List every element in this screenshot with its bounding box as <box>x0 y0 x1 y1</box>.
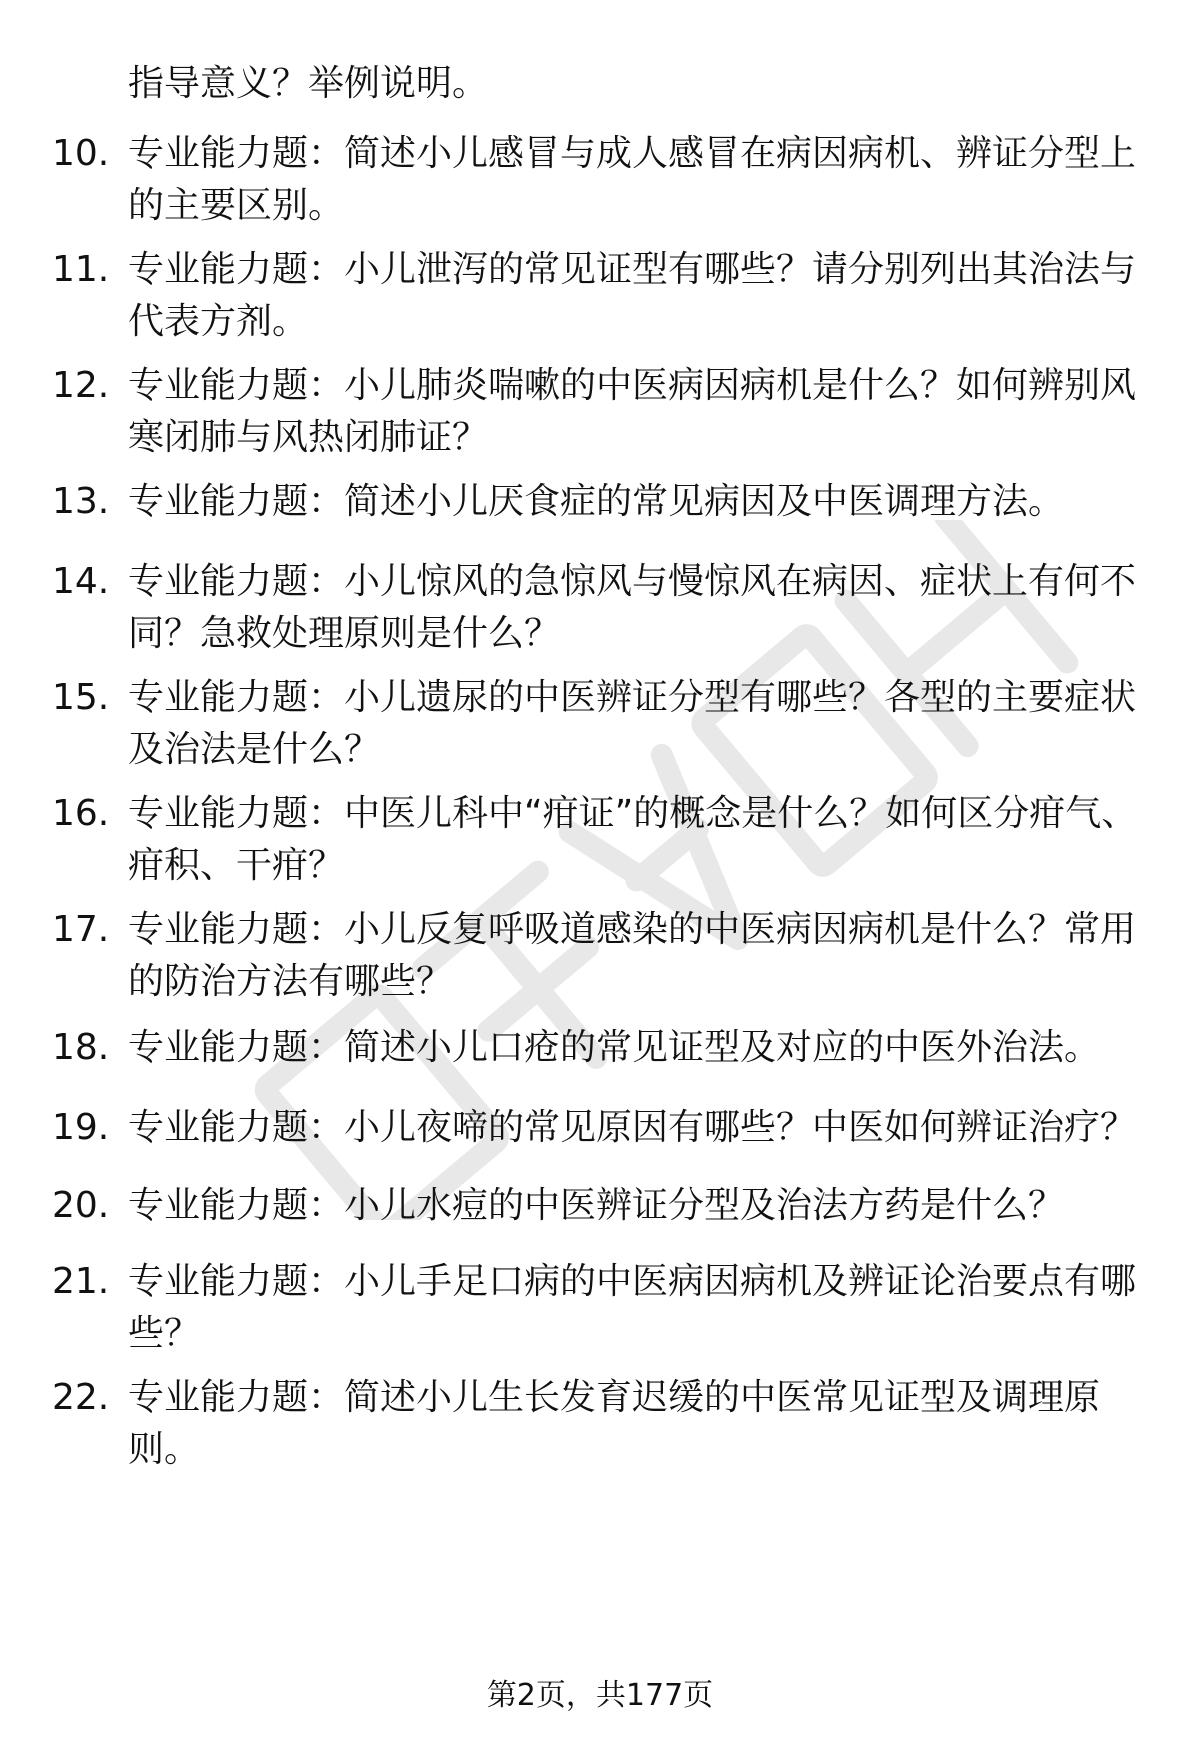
question-number: 19. <box>52 1107 110 1148</box>
question-number: 18. <box>52 1027 110 1068</box>
question-item <box>52 360 1152 464</box>
question-text: 专业能力题：小儿反复呼吸道感染的中医病因病机是什么？常用的防治方法有哪些？ <box>128 909 1137 1002</box>
question-text: 专业能力题：小儿遗尿的中医辨证分型有哪些？各型的主要症状及治法是什么？ <box>128 677 1137 770</box>
question-text: 专业能力题：简述小儿生长发育迟缓的中医常见证型及调理原则。 <box>128 1377 1101 1470</box>
question-number: 15. <box>52 677 110 718</box>
question-text: 专业能力题：小儿手足口病的中医病因病机及辨证论治要点有哪些？ <box>128 1261 1137 1354</box>
question-text: 专业能力题：小儿泄泻的常见证型有哪些？请分别列出其治法与代表方剂。 <box>128 249 1137 342</box>
question-item <box>52 672 1152 776</box>
question-number: 17. <box>52 909 110 950</box>
question-number: 20. <box>52 1185 110 1226</box>
question-item <box>52 1180 1152 1232</box>
question-text: 专业能力题：小儿惊风的急惊风与慢惊风在病因、症状上有何不同？急救处理原则是什么？ <box>128 561 1137 654</box>
question-number: 16. <box>52 793 110 834</box>
page-footer: 第2页，共177页 <box>486 1678 714 1713</box>
question-text: 专业能力题：小儿夜啼的常见原因有哪些？中医如何辨证治疗？ <box>128 1107 1137 1148</box>
question-item <box>52 244 1152 348</box>
question-item <box>52 128 1152 232</box>
question-item <box>52 476 1152 528</box>
question-number: 22. <box>52 1377 110 1418</box>
question-item <box>52 904 1152 1008</box>
question-text: 专业能力题：简述小儿口疮的常见证型及对应的中医外治法。 <box>128 1027 1101 1068</box>
question-number: 14. <box>52 561 110 602</box>
question-number: 13. <box>52 481 110 522</box>
question-text: 专业能力题：简述小儿感冒与成人感冒在病因病机、辨证分型上的主要区别。 <box>128 133 1137 226</box>
question-number: 10. <box>52 133 110 174</box>
question-text: 专业能力题：中医儿科中“疳证”的概念是什么？如何区分疳气、疳积、干疳？ <box>128 793 1138 886</box>
question-item <box>52 788 1152 892</box>
question-text: 专业能力题：简述小儿厌食症的常见病因及中医调理方法。 <box>128 481 1065 522</box>
question-item <box>52 556 1152 660</box>
question-number: 21. <box>52 1261 110 1302</box>
question-text: 专业能力题：小儿肺炎喘嗽的中医病因病机是什么？如何辨别风寒闭肺与风热闭肺证？ <box>128 365 1137 458</box>
question-item <box>52 1102 1152 1154</box>
question-text: 专业能力题：小儿水痘的中医辨证分型及治法方药是什么？ <box>128 1185 1065 1226</box>
question-number: 12. <box>52 365 110 406</box>
question-item <box>52 1372 1152 1476</box>
question-item <box>52 1256 1152 1360</box>
question-number: 11. <box>52 249 110 290</box>
question-item <box>52 1022 1152 1074</box>
continuation-text: 指导意义？举例说明。 <box>128 63 489 104</box>
